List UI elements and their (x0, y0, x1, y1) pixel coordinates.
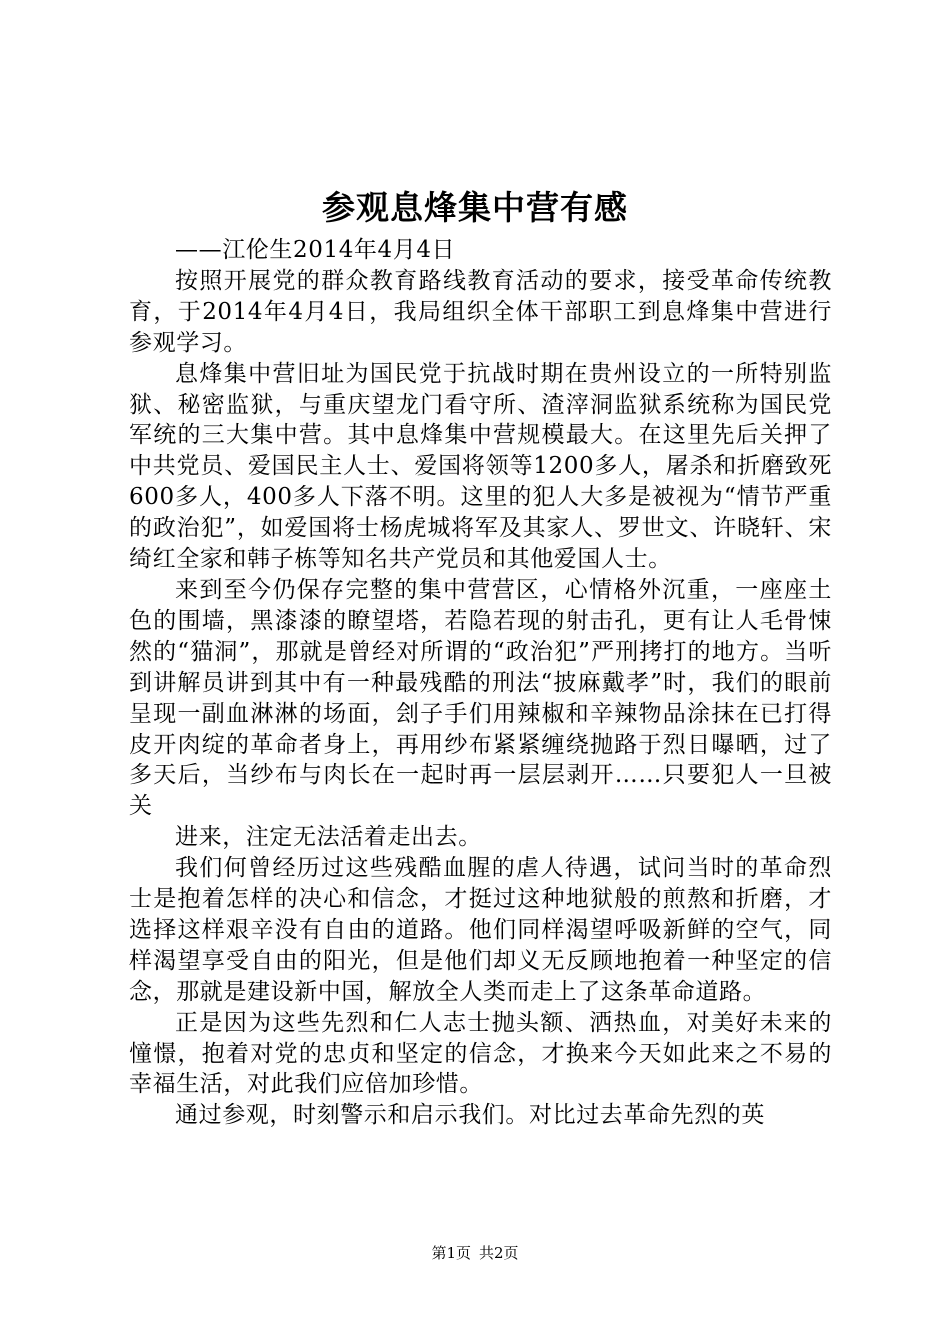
paragraph: 进来，注定无法活着走出去。 (175, 824, 482, 851)
paragraph: 按照开展党的群众教育路线教育活动的要求，接受革命传统教育，于2014年4月4日，我局组织全体干部职工到息烽集中营进行参观学习。 (129, 267, 832, 356)
document-body (129, 235, 832, 1131)
paragraph: 正是因为这些先烈和仁人志士抛头额、洒热血，对美好未来的憧憬，抱着对党的忠贞和坚定的信念，才换来今天如此来之不易的幸福生活，对此我们应倍加珍惜。 (129, 1009, 832, 1098)
page-total: 共2页 (479, 1244, 519, 1262)
document-title: 参观息烽集中营有感 (322, 188, 628, 227)
paragraph: 息烽集中营旧址为国民党于抗战时期在贵州设立的一所特别监狱、秘密监狱，与重庆望龙门看守所、渣滓洞监狱系统称为国民党军统的三大集中营。其中息烽集中营规模最大。在这里先后关押了中共党员、爱国民主人士、爱国将领等1200多人，屠杀和折磨致死600多人，400多人下落不明。这里的犯人大多是被视为“情节严重的政治犯”，如爱国将士杨虎城将军及其家人、罗世文、许晓轩、宋绮红全家和韩子栋等知名共产党员和其他爱国人士。 (129, 360, 832, 573)
paragraph: 通过参观，时刻警示和启示我们。对比过去革命先烈的英 (175, 1102, 765, 1129)
page-number: 第1页 (431, 1244, 471, 1262)
page-footer (0, 1243, 950, 1263)
byline: ——江伦生2014年4月4日 (175, 237, 456, 263)
paragraph: 我们何曾经历过这些残酷血腥的虐人待遇，试问当时的革命烈士是抱着怎样的决心和信念，才挺过这种地狱般的煎熬和折磨，才选择这样艰辛没有自由的道路。他们同样渴望呼吸新鲜的空气，同样渴望享受自由的阳光，但是他们却义无反顾地抱着一种坚定的信念，那就是建设新中国，解放全人类而走上了这条革命道路。 (129, 855, 832, 1005)
paragraph: 来到至今仍保存完整的集中营营区，心情格外沉重，一座座土色的围墙，黑漆漆的瞭望塔，若隐若现的射击孔，更有让人毛骨悚然的“猫洞”，那就是曾经对所谓的“政治犯”严刑拷打的地方。当听到讲解员讲到其中有一种最残酷的刑法“披麻戴孝”时，我们的眼前呈现一副血淋淋的场面，刽子手们用辣椒和辛辣物品涂抹在已打得皮开肉绽的革命者身上，再用纱布紧紧缠绕抛路于烈日曝晒，过了多天后，当纱布与肉长在一起时再一层层剥开……只要犯人一旦被关 (129, 576, 832, 820)
